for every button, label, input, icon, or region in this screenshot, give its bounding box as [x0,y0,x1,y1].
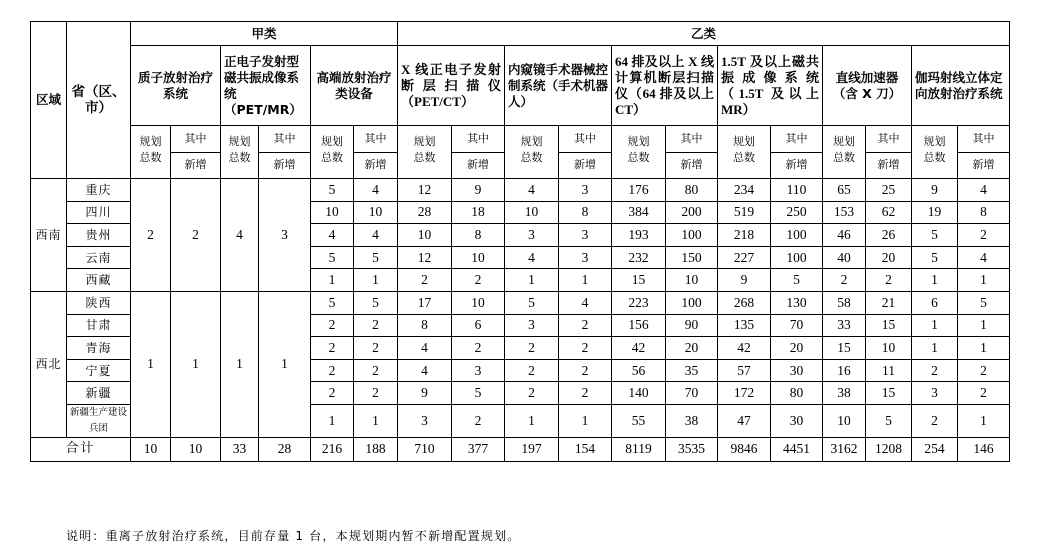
table-cell: 57 [718,359,771,382]
subheader-planned-line1: 规划 [923,135,946,148]
total-cell: 216 [311,437,354,461]
table-cell: 172 [718,382,771,405]
table-cell: 10 [354,201,398,224]
subheader-planned-line1: 规划 [321,135,343,148]
table-cell: 20 [771,337,823,360]
subheader-of-which: 其中 [785,131,808,145]
subheader-of-which: 其中 [364,131,387,145]
subheader-new-added: 新增 [866,152,911,179]
table-cell: 26 [866,224,912,247]
total-cell: 3535 [666,437,718,461]
table-cell: 250 [771,201,823,224]
subheader-new-added: 新增 [958,152,1009,179]
subheader-planned-line1: 规划 [833,135,855,148]
table-cell: 1 [958,404,1010,437]
table-cell: 2 [505,359,559,382]
table-cell: 8 [559,201,612,224]
table-cell: 35 [666,359,718,382]
table-cell: 2 [354,314,398,337]
table-cell: 30 [771,359,823,382]
subheader-of-which: 其中 [273,131,296,145]
header-equip-petmr: 正电子发射型磁共振成像系统（PET/MR） [221,46,311,126]
total-cell: 10 [131,437,171,461]
subheader-planned-total [221,126,259,179]
subheader-new-added: 新增 [666,152,717,179]
table-cell: 384 [612,201,666,224]
table-cell: 21 [866,291,912,314]
table-cell: 100 [666,224,718,247]
table-cell: 20 [666,337,718,360]
grouped-cell-proton-total: 1 [131,291,171,437]
subheader-planned-total [131,126,171,179]
table-cell: 25 [866,179,912,202]
table-cell: 200 [666,201,718,224]
table-cell: 6 [912,291,958,314]
table-cell: 4 [505,246,559,269]
table-cell: 8 [398,314,452,337]
subheader-of-which-new [259,126,311,179]
table-cell: 2 [311,382,354,405]
table-cell: 11 [866,359,912,382]
table-cell: 3 [398,404,452,437]
province-cell: 甘肃 [67,314,131,337]
equipment-plan-table [30,21,1010,462]
table-cell: 4 [559,291,612,314]
total-cell: 9846 [718,437,771,461]
subheader-planned-total [612,126,666,179]
table-cell: 10 [398,224,452,247]
province-cell: 贵州 [67,224,131,247]
subheader-planned-line2: 总数 [139,151,162,164]
table-cell: 4 [958,179,1010,202]
grouped-cell-petmr-total: 1 [221,291,259,437]
table-cell: 15 [866,314,912,337]
table-cell: 42 [718,337,771,360]
table-cell: 2 [505,382,559,405]
table-cell: 227 [718,246,771,269]
subheader-of-which: 其中 [972,131,995,145]
table-cell: 70 [666,382,718,405]
subheader-new-added: 新增 [259,152,310,179]
table-cell: 56 [612,359,666,382]
footnote: 说明：重离子放射治疗系统，目前存量 1 台，本规划期内暂不新增配置规划。 [66,529,521,543]
table-cell: 100 [771,224,823,247]
table-cell: 10 [452,246,505,269]
table-cell: 9 [398,382,452,405]
table-cell: 9 [452,179,505,202]
total-cell: 10 [171,437,221,461]
table-cell: 5 [912,246,958,269]
table-cell: 55 [612,404,666,437]
subheader-of-which-new [771,126,823,179]
header-equip-petct: X 线正电子发射断层扫描仪（PET/CT） [398,46,505,126]
total-cell: 710 [398,437,452,461]
table-cell: 10 [452,291,505,314]
grouped-cell-proton-total: 2 [131,179,171,292]
subheader-of-which: 其中 [467,131,489,145]
subheader-planned-line2: 总数 [923,151,946,164]
table-cell: 15 [866,382,912,405]
total-row [31,437,1010,461]
table-cell: 223 [612,291,666,314]
region-cell: 西北 [31,291,67,437]
header-equip-highend-rt: 高端放射治疗类设备 [311,46,398,126]
table-cell: 2 [559,382,612,405]
subheader-planned-line1: 规划 [139,135,162,148]
table-cell: 153 [823,201,866,224]
subheader-new-added: 新增 [354,152,397,179]
table-cell: 19 [912,201,958,224]
table-cell: 1 [912,269,958,292]
province-cell: 重庆 [67,179,131,202]
header-group-a: 甲类 [131,22,398,46]
table-cell: 2 [311,359,354,382]
subheader-of-which: 其中 [877,131,900,145]
table-cell: 2 [505,337,559,360]
table-cell: 2 [958,382,1010,405]
grouped-cell-proton-new: 1 [171,291,221,437]
table-cell: 28 [398,201,452,224]
subheader-planned-total [311,126,354,179]
header-province: 省（区、市） [67,22,131,179]
table-cell: 8 [958,201,1010,224]
subheader-of-which-new [559,126,612,179]
table-cell: 12 [398,246,452,269]
table-cell: 10 [866,337,912,360]
table-cell: 6 [452,314,505,337]
table-cell: 8 [452,224,505,247]
table-cell: 80 [666,179,718,202]
total-label: 合计 [31,437,131,461]
table-cell: 1 [559,269,612,292]
table-cell: 20 [866,246,912,269]
subheader-planned-total [912,126,958,179]
table-row [31,291,1010,314]
table-cell: 3 [452,359,505,382]
header-region: 区域 [31,22,67,179]
table-cell: 5 [771,269,823,292]
table-cell: 1 [505,404,559,437]
table-cell: 5 [311,179,354,202]
table-cell: 5 [354,291,398,314]
table-cell: 10 [505,201,559,224]
subheader-planned-line2: 总数 [321,151,343,164]
table-cell: 1 [505,269,559,292]
table-cell: 3 [559,224,612,247]
table-cell: 4 [398,337,452,360]
table-cell: 12 [398,179,452,202]
table-cell: 3 [505,314,559,337]
table-cell: 5 [958,291,1010,314]
table-cell: 38 [666,404,718,437]
table-cell: 42 [612,337,666,360]
table-cell: 3 [912,382,958,405]
subheader-of-which-new [958,126,1010,179]
subheader-of-which-new [666,126,718,179]
province-cell: 宁夏 [67,359,131,382]
subheader-planned-line1: 规划 [413,135,436,148]
subheader-planned-total [505,126,559,179]
table-cell: 16 [823,359,866,382]
subheader-new-added: 新增 [559,152,611,179]
table-cell: 5 [505,291,559,314]
table-cell: 100 [771,246,823,269]
province-cell: 四川 [67,201,131,224]
table-cell: 2 [452,337,505,360]
subheader-of-which: 其中 [680,131,703,145]
subheader-of-which-new [354,126,398,179]
subheader-new-added: 新增 [171,152,220,179]
table-cell: 5 [912,224,958,247]
subheader-planned-total [718,126,771,179]
table-cell: 70 [771,314,823,337]
header-group-b: 乙类 [398,22,1010,46]
table-cell: 519 [718,201,771,224]
province-cell: 新疆生产建设兵团 [67,404,131,437]
province-cell: 西藏 [67,269,131,292]
table-cell: 9 [718,269,771,292]
table-cell: 80 [771,382,823,405]
table-cell: 4 [505,179,559,202]
grouped-cell-petmr-new: 3 [259,179,311,292]
header-equip-proton: 质子放射治疗系统 [131,46,221,126]
table-cell: 2 [354,382,398,405]
table-cell: 58 [823,291,866,314]
subheader-planned-line1: 规划 [627,135,650,148]
table-cell: 1 [912,314,958,337]
table-cell: 30 [771,404,823,437]
subheader-of-which: 其中 [574,131,596,145]
subheader-new-added: 新增 [452,152,504,179]
subheader-new-added: 新增 [771,152,822,179]
table-cell: 234 [718,179,771,202]
table-cell: 47 [718,404,771,437]
table-cell: 2 [398,269,452,292]
table-cell: 2 [354,337,398,360]
table-cell: 2 [958,224,1010,247]
table-cell: 2 [311,337,354,360]
table-cell: 156 [612,314,666,337]
province-cell: 陕西 [67,291,131,314]
table-cell: 232 [612,246,666,269]
province-cell: 云南 [67,246,131,269]
subheader-of-which-new [866,126,912,179]
table-cell: 268 [718,291,771,314]
table-cell: 176 [612,179,666,202]
table-cell: 5 [311,246,354,269]
table-cell: 15 [823,337,866,360]
table-cell: 38 [823,382,866,405]
table-cell: 4 [398,359,452,382]
total-cell: 197 [505,437,559,461]
table-cell: 17 [398,291,452,314]
header-equip-linac: 直线加速器（含 X 刀） [823,46,912,126]
table-cell: 3 [559,179,612,202]
table-cell: 2 [354,359,398,382]
table-cell: 10 [311,201,354,224]
table-cell: 1 [958,337,1010,360]
table-cell: 1 [354,404,398,437]
table-cell: 9 [912,179,958,202]
subheader-planned-total [398,126,452,179]
table-cell: 1 [354,269,398,292]
table-cell: 5 [354,246,398,269]
total-cell: 254 [912,437,958,461]
province-cell: 青海 [67,337,131,360]
table-cell: 2 [912,404,958,437]
table-cell: 1 [958,314,1010,337]
table-cell: 130 [771,291,823,314]
table-row [31,179,1010,202]
subheader-planned-line2: 总数 [413,151,436,164]
table-cell: 4 [311,224,354,247]
table-cell: 4 [354,179,398,202]
subheader-planned-line2: 总数 [228,151,251,164]
subheader-planned-line2: 总数 [733,151,755,164]
table-cell: 193 [612,224,666,247]
table-cell: 2 [912,359,958,382]
table-cell: 62 [866,201,912,224]
table-cell: 150 [666,246,718,269]
table-cell: 135 [718,314,771,337]
table-cell: 10 [666,269,718,292]
subheader-planned-line2: 总数 [833,151,855,164]
subheader-of-which: 其中 [184,131,207,145]
table-cell: 1 [559,404,612,437]
subheader-planned-line1: 规划 [228,135,251,148]
subheader-planned-line1: 规划 [733,135,755,148]
total-cell: 188 [354,437,398,461]
table-cell: 10 [823,404,866,437]
table-cell: 100 [666,291,718,314]
subheader-planned-line2: 总数 [627,151,650,164]
province-cell: 新疆 [67,382,131,405]
table-cell: 2 [452,404,505,437]
table-cell: 2 [823,269,866,292]
subheader-planned-line1: 规划 [520,135,543,148]
grouped-cell-petmr-new: 1 [259,291,311,437]
header-equip-gamma: 伽玛射线立体定向放射治疗系统 [912,46,1010,126]
header-equip-surgical-robot: 内窥镜手术器械控制系统（手术机器人） [505,46,612,126]
table-cell: 1 [311,269,354,292]
table-cell: 2 [311,314,354,337]
table-cell: 4 [354,224,398,247]
total-cell: 146 [958,437,1010,461]
table-cell: 1 [912,337,958,360]
table-cell: 110 [771,179,823,202]
table-cell: 5 [866,404,912,437]
total-cell: 377 [452,437,505,461]
table-cell: 1 [958,269,1010,292]
table-cell: 5 [452,382,505,405]
total-cell: 8119 [612,437,666,461]
table-cell: 65 [823,179,866,202]
grouped-cell-proton-new: 2 [171,179,221,292]
total-cell: 33 [221,437,259,461]
table-cell: 3 [505,224,559,247]
table-cell: 40 [823,246,866,269]
subheader-of-which-new [171,126,221,179]
subheader-planned-total [823,126,866,179]
table-cell: 2 [452,269,505,292]
total-cell: 4451 [771,437,823,461]
table-cell: 2 [559,314,612,337]
table-cell: 2 [958,359,1010,382]
total-cell: 154 [559,437,612,461]
table-cell: 15 [612,269,666,292]
header-equip-mr15t: 1.5T 及以上磁共振成像系统（1.5T 及以上 MR） [718,46,823,126]
total-cell: 28 [259,437,311,461]
total-cell: 3162 [823,437,866,461]
table-cell: 1 [311,404,354,437]
total-cell: 1208 [866,437,912,461]
table-cell: 218 [718,224,771,247]
table-cell: 2 [866,269,912,292]
table-cell: 3 [559,246,612,269]
subheader-of-which-new [452,126,505,179]
subheader-planned-line2: 总数 [520,151,543,164]
table-cell: 140 [612,382,666,405]
table-cell: 46 [823,224,866,247]
table-cell: 5 [311,291,354,314]
table-cell: 4 [958,246,1010,269]
table-cell: 33 [823,314,866,337]
table-cell: 2 [559,359,612,382]
region-cell: 西南 [31,179,67,292]
table-cell: 2 [559,337,612,360]
table-cell: 90 [666,314,718,337]
table-cell: 18 [452,201,505,224]
header-equip-ct64: 64 排及以上 X 线计算机断层扫描仪（64 排及以上 CT） [612,46,718,126]
grouped-cell-petmr-total: 4 [221,179,259,292]
